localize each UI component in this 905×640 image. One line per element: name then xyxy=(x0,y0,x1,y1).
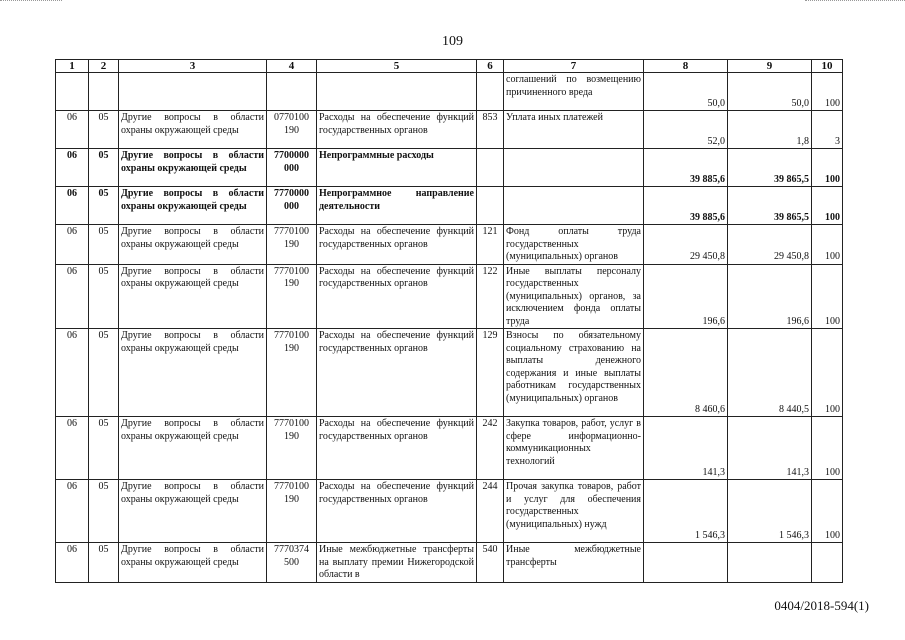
target-article-cell: 7770374 500 xyxy=(267,543,317,583)
section-name-cell: Другие вопросы в области охраны окружающей среды xyxy=(119,225,267,265)
expense-type-name-cell xyxy=(504,187,644,225)
target-article-cell: 7770100 190 xyxy=(267,264,317,329)
execution-percent-cell: 100 xyxy=(812,73,843,111)
expense-type-name-cell: Уплата иных платежей xyxy=(504,111,644,149)
table-row xyxy=(56,225,843,265)
table-row xyxy=(56,543,843,583)
column-header: 2 xyxy=(89,60,119,73)
article-name-cell: Расходы на обеспечение функций государственных органов xyxy=(317,417,477,480)
subsection-code-cell: 05 xyxy=(89,264,119,329)
target-article-cell: 7700000 000 xyxy=(267,149,317,187)
expense-type-name-cell: Закупка товаров, работ, услуг в сфере информационно-коммуникационных технологий xyxy=(504,417,644,480)
expense-type-code-cell xyxy=(477,187,504,225)
section-name-cell: Другие вопросы в области охраны окружающей среды xyxy=(119,480,267,543)
expense-type-name-cell: Взносы по обязательному социальному страхованию на выплаты денежного содержания и иные выплаты работникам государственных (муниципальных) органов xyxy=(504,329,644,417)
expense-type-code-cell: 540 xyxy=(477,543,504,583)
article-name-cell: Расходы на обеспечение функций государственных органов xyxy=(317,480,477,543)
executed-amount-cell xyxy=(728,543,812,583)
execution-percent-cell: 100 xyxy=(812,329,843,417)
article-name-cell: Расходы на обеспечение функций государственных органов xyxy=(317,225,477,265)
executed-amount-cell: 39 865,5 xyxy=(728,187,812,225)
execution-percent-cell: 100 xyxy=(812,417,843,480)
expense-type-code-cell xyxy=(477,73,504,111)
budget-table xyxy=(55,59,843,583)
section-code-cell: 06 xyxy=(56,417,89,480)
expense-type-code-cell: 244 xyxy=(477,480,504,543)
target-article-cell: 7770100 190 xyxy=(267,417,317,480)
executed-amount-cell: 39 865,5 xyxy=(728,149,812,187)
page-number: 109 xyxy=(442,34,463,49)
planned-amount-cell: 52,0 xyxy=(644,111,728,149)
target-article-cell: 7770100 190 xyxy=(267,329,317,417)
section-code-cell: 06 xyxy=(56,111,89,149)
section-code-cell: 06 xyxy=(56,480,89,543)
article-name-cell: Непрограммные расходы xyxy=(317,149,477,187)
column-header: 1 xyxy=(56,60,89,73)
expense-type-name-cell: Иные межбюджетные трансферты xyxy=(504,543,644,583)
table-row xyxy=(56,187,843,225)
column-header: 5 xyxy=(317,60,477,73)
section-name-cell: Другие вопросы в области охраны окружающей среды xyxy=(119,329,267,417)
planned-amount-cell: 29 450,8 xyxy=(644,225,728,265)
target-article-cell: 7770000 000 xyxy=(267,187,317,225)
column-header: 9 xyxy=(728,60,812,73)
expense-type-code-cell xyxy=(477,149,504,187)
section-code-cell: 06 xyxy=(56,187,89,225)
table-row xyxy=(56,111,843,149)
table-row xyxy=(56,73,843,111)
section-code-cell: 06 xyxy=(56,329,89,417)
column-header: 8 xyxy=(644,60,728,73)
executed-amount-cell: 1,8 xyxy=(728,111,812,149)
expense-type-name-cell: Фонд оплаты труда государственных (муниципальных) органов xyxy=(504,225,644,265)
column-header: 7 xyxy=(504,60,644,73)
execution-percent-cell: 3 xyxy=(812,111,843,149)
execution-percent-cell xyxy=(812,543,843,583)
section-name-cell: Другие вопросы в области охраны окружающей среды xyxy=(119,187,267,225)
section-name-cell: Другие вопросы в области охраны окружающей среды xyxy=(119,111,267,149)
document-code: 0404/2018-594(1) xyxy=(774,598,869,613)
target-article-cell: 7770100 190 xyxy=(267,480,317,543)
planned-amount-cell: 50,0 xyxy=(644,73,728,111)
column-header: 4 xyxy=(267,60,317,73)
executed-amount-cell: 8 440,5 xyxy=(728,329,812,417)
executed-amount-cell: 50,0 xyxy=(728,73,812,111)
subsection-code-cell: 05 xyxy=(89,187,119,225)
scan-edge-mark xyxy=(0,0,62,3)
article-name-cell: Иные межбюджетные трансферты на выплату премии Нижегородской области в xyxy=(317,543,477,583)
planned-amount-cell: 39 885,6 xyxy=(644,187,728,225)
expense-type-name-cell: Прочая закупка товаров, работ и услуг для обеспечения государственных (муниципальных) нужд xyxy=(504,480,644,543)
executed-amount-cell: 141,3 xyxy=(728,417,812,480)
column-header: 6 xyxy=(477,60,504,73)
execution-percent-cell: 100 xyxy=(812,480,843,543)
subsection-code-cell: 05 xyxy=(89,543,119,583)
table-row xyxy=(56,480,843,543)
section-name-cell: Другие вопросы в области охраны окружающей среды xyxy=(119,149,267,187)
planned-amount-cell: 39 885,6 xyxy=(644,149,728,187)
table-row xyxy=(56,149,843,187)
column-header: 10 xyxy=(812,60,843,73)
section-name-cell xyxy=(119,73,267,111)
column-header: 3 xyxy=(119,60,267,73)
target-article-cell: 0770100 190 xyxy=(267,111,317,149)
executed-amount-cell: 29 450,8 xyxy=(728,225,812,265)
execution-percent-cell: 100 xyxy=(812,225,843,265)
execution-percent-cell: 100 xyxy=(812,149,843,187)
section-name-cell: Другие вопросы в области охраны окружающей среды xyxy=(119,543,267,583)
table-row xyxy=(56,417,843,480)
executed-amount-cell: 196,6 xyxy=(728,264,812,329)
section-code-cell: 06 xyxy=(56,225,89,265)
article-name-cell: Расходы на обеспечение функций государственных органов xyxy=(317,111,477,149)
planned-amount-cell xyxy=(644,543,728,583)
subsection-code-cell: 05 xyxy=(89,480,119,543)
planned-amount-cell: 8 460,6 xyxy=(644,329,728,417)
expense-type-code-cell: 129 xyxy=(477,329,504,417)
expense-type-name-cell xyxy=(504,149,644,187)
scan-edge-mark xyxy=(805,0,905,3)
expense-type-name-cell: соглашений по возмещению причиненного вреда xyxy=(504,73,644,111)
section-name-cell: Другие вопросы в области охраны окружающей среды xyxy=(119,264,267,329)
expense-type-name-cell: Иные выплаты персоналу государственных (муниципальных) органов, за исключением фонда оплаты труда xyxy=(504,264,644,329)
table-header-row xyxy=(56,60,843,73)
subsection-code-cell: 05 xyxy=(89,417,119,480)
table-row xyxy=(56,264,843,329)
expense-type-code-cell: 121 xyxy=(477,225,504,265)
section-name-cell: Другие вопросы в области охраны окружающей среды xyxy=(119,417,267,480)
section-code-cell xyxy=(56,73,89,111)
execution-percent-cell: 100 xyxy=(812,187,843,225)
subsection-code-cell: 05 xyxy=(89,149,119,187)
planned-amount-cell: 196,6 xyxy=(644,264,728,329)
section-code-cell: 06 xyxy=(56,264,89,329)
target-article-cell xyxy=(267,73,317,111)
subsection-code-cell: 05 xyxy=(89,225,119,265)
expense-type-code-cell: 242 xyxy=(477,417,504,480)
subsection-code-cell: 05 xyxy=(89,111,119,149)
subsection-code-cell: 05 xyxy=(89,329,119,417)
article-name-cell: Расходы на обеспечение функций государственных органов xyxy=(317,264,477,329)
table-row xyxy=(56,329,843,417)
section-code-cell: 06 xyxy=(56,149,89,187)
article-name-cell: Расходы на обеспечение функций государственных органов xyxy=(317,329,477,417)
executed-amount-cell: 1 546,3 xyxy=(728,480,812,543)
planned-amount-cell: 141,3 xyxy=(644,417,728,480)
expense-type-code-cell: 122 xyxy=(477,264,504,329)
expense-type-code-cell: 853 xyxy=(477,111,504,149)
article-name-cell xyxy=(317,73,477,111)
planned-amount-cell: 1 546,3 xyxy=(644,480,728,543)
subsection-code-cell xyxy=(89,73,119,111)
section-code-cell: 06 xyxy=(56,543,89,583)
execution-percent-cell: 100 xyxy=(812,264,843,329)
article-name-cell: Непрограммное направление деятельности xyxy=(317,187,477,225)
target-article-cell: 7770100 190 xyxy=(267,225,317,265)
